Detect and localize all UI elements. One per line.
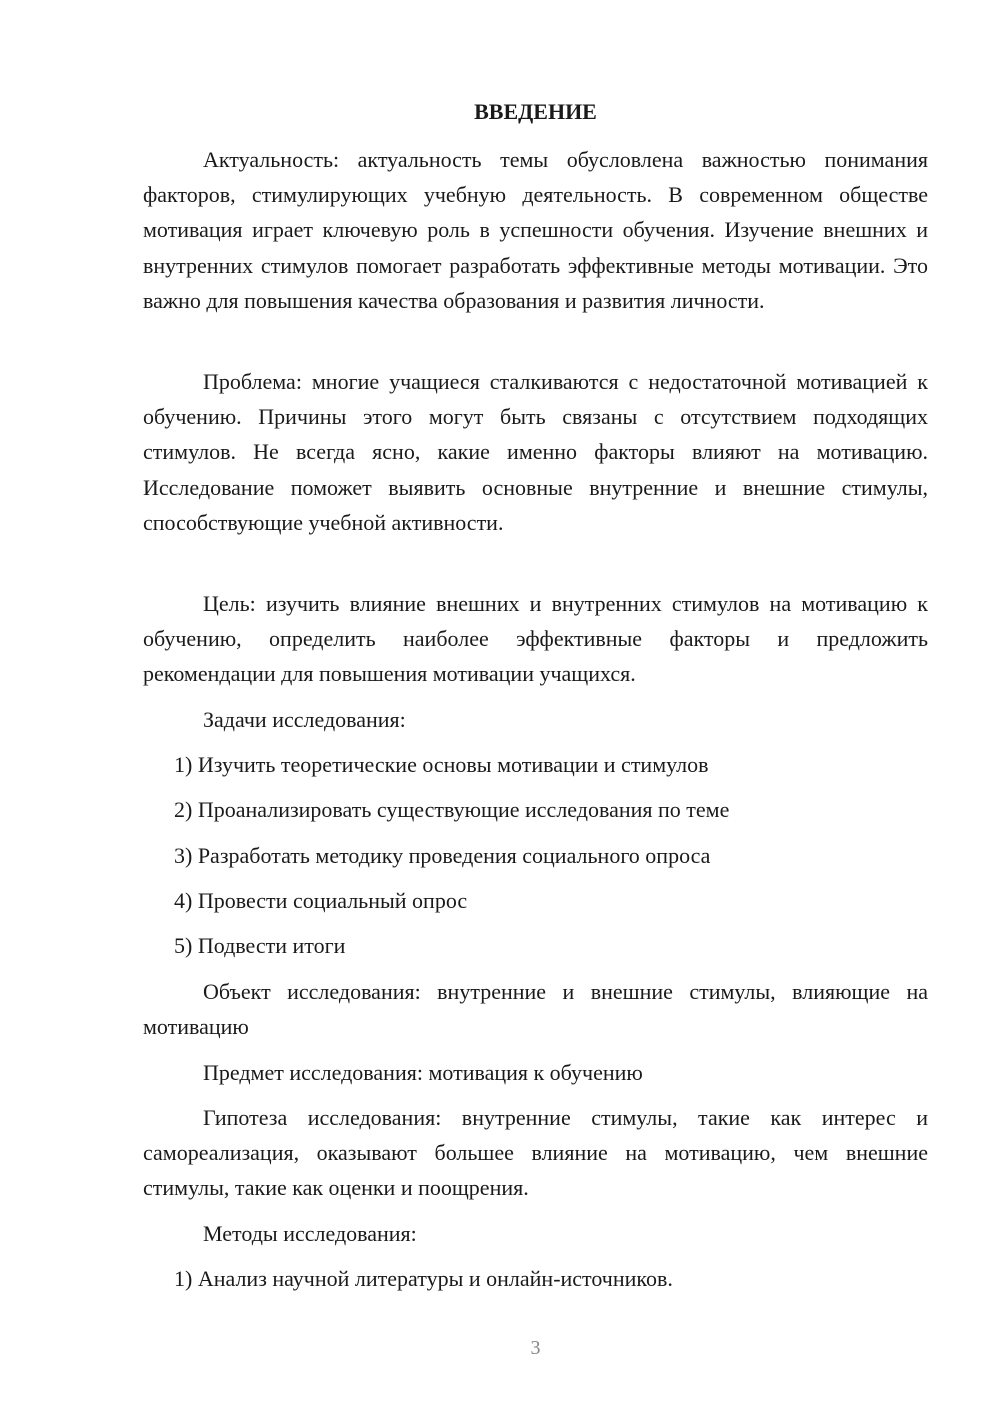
page-number: 3 [530, 1337, 541, 1359]
task-item: 2) Проанализировать существующие исследования по теме [174, 797, 730, 822]
relevance-paragraph: Актуальность: актуальность темы обусловлена важностью понимания факторов, стимулирующих учебную деятельность. В современном обществе мотивация играет ключевую роль в успешности обучения. Изучение внешних и внутренних стимулов помогает разработать эффективные методы мотивации. Это важно для повышения качества образования и развития личности. [143, 147, 928, 313]
problem-paragraph: Проблема: многие учащиеся сталкиваются с недостаточной мотивацией к обучению. Причины этого могут быть связаны с отсутствием подходящих стимулов. Не всегда ясно, какие именно факторы влияют на мотивацию. Исследование поможет выявить основные внутренние и внешние стимулы, способствующие учебной активности. [143, 369, 928, 535]
hypothesis-paragraph: Гипотеза исследования: внутренние стимулы, такие как интерес и самореализация, оказывают большее влияние на мотивацию, чем внешние стимулы, такие как оценки и поощрения. [143, 1105, 928, 1201]
method-item: 1) Анализ научной литературы и онлайн-источников. [174, 1266, 673, 1291]
methods-heading: Методы исследования: [203, 1221, 417, 1246]
section-title: ВВЕДЕНИЕ [474, 99, 597, 124]
subject-paragraph: Предмет исследования: мотивация к обучению [203, 1060, 643, 1085]
task-item: 4) Провести социальный опрос [174, 888, 468, 913]
document-page [143, 0, 928, 1414]
tasks-heading: Задачи исследования: [203, 707, 406, 732]
task-item: 5) Подвести итоги [174, 933, 346, 958]
task-item: 1) Изучить теоретические основы мотивации и стимулов [174, 752, 709, 777]
task-item: 3) Разработать методику проведения социального опроса [174, 843, 711, 868]
object-paragraph: Объект исследования: внутренние и внешние стимулы, влияющие на мотивацию [143, 979, 928, 1040]
goal-paragraph: Цель: изучить влияние внешних и внутренних стимулов на мотивацию к обучению, определить наиболее эффективные факторы и предложить рекомендации для повышения мотивации учащихся. [143, 591, 928, 687]
